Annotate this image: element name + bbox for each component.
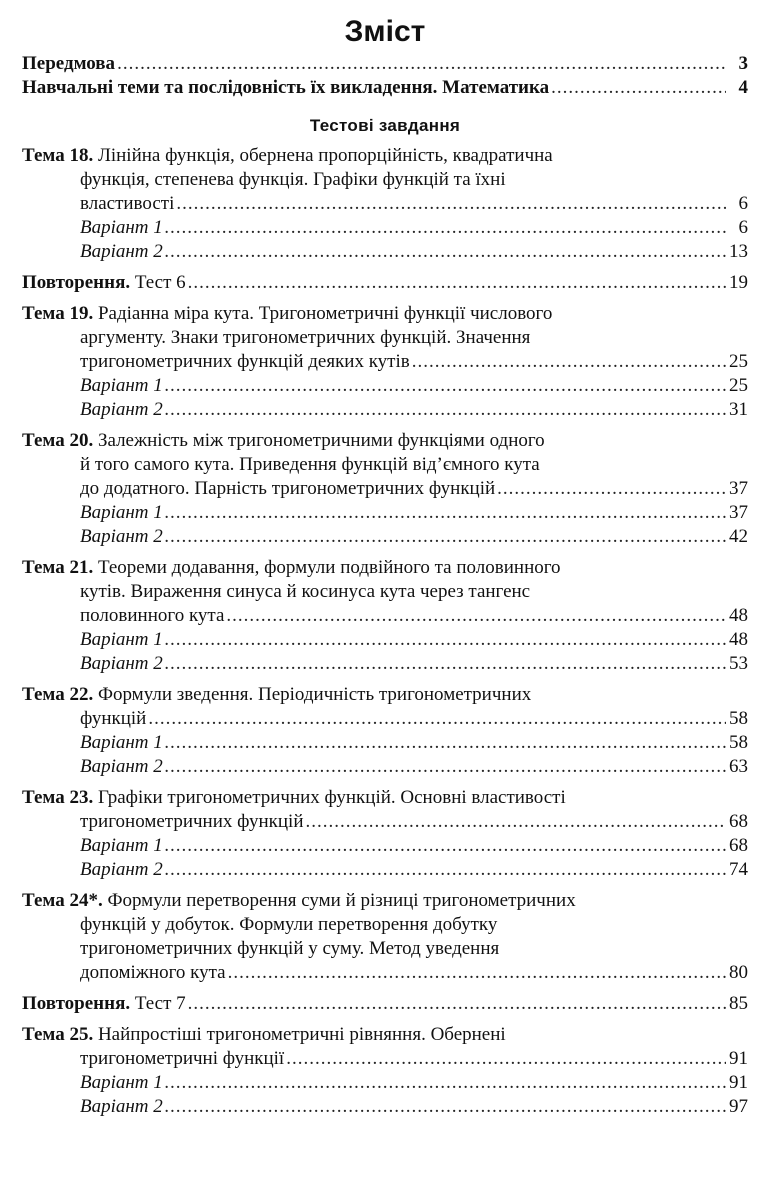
toc-entry-prefix: Тема 18.	[22, 145, 94, 166]
toc-entry-text: тригонометричних функцій у суму. Метод уведення	[80, 938, 500, 959]
toc-entry	[22, 271, 748, 295]
toc-entry-prefix: Тема 23.	[22, 787, 94, 808]
toc-entry-text: Формули зведення. Періодичність тригонометричних	[97, 684, 532, 705]
leader-dots	[165, 652, 726, 676]
leader-dots	[165, 731, 726, 755]
toc-entry	[22, 302, 748, 422]
section-heading: Тестові завдання	[309, 116, 461, 135]
toc-entry	[22, 1023, 748, 1119]
toc-entry-line	[22, 937, 748, 961]
toc-variant-label: Варіант 2	[80, 653, 163, 674]
toc-variant-row[interactable]	[22, 1095, 748, 1119]
toc-variant-label: Варіант 1	[80, 217, 163, 238]
toc-variant-label: Варіант 2	[80, 756, 163, 777]
leader-dots	[188, 271, 726, 295]
toc-variant-row[interactable]	[22, 374, 748, 398]
toc-variant-label: Варіант 1	[80, 835, 163, 856]
toc-entry-row[interactable]	[22, 350, 748, 374]
toc-entry-prefix: Тема 21.	[22, 557, 94, 578]
toc-entry-prefix: Тема 20.	[22, 430, 94, 451]
toc-entry-row[interactable]	[22, 1047, 748, 1071]
leader-dots	[165, 1095, 726, 1119]
toc-entry-row[interactable]	[22, 477, 748, 501]
toc-variant-row[interactable]	[22, 731, 748, 755]
leader-dots	[412, 350, 726, 374]
toc-entry	[22, 429, 748, 549]
toc-variant-row[interactable]	[22, 652, 748, 676]
toc-entry-text: Формули перетворення суми й різниці тригонометричних	[107, 890, 576, 911]
toc-variant-row[interactable]	[22, 858, 748, 882]
leader-dots	[148, 707, 726, 731]
toc-variant-row[interactable]	[22, 834, 748, 858]
toc-entry-prefix: Повторення.	[22, 272, 131, 293]
toc-variant-label: Варіант 2	[80, 526, 163, 547]
toc-entry-text: до додатного. Парність тригонометричних функцій	[80, 478, 496, 499]
leader-dots	[165, 858, 726, 882]
toc-entry-prefix: Тема 19.	[22, 303, 94, 324]
toc-page-number: 31	[729, 399, 748, 420]
toc-page-number: 74	[729, 859, 748, 880]
toc-label: Передмова	[22, 53, 116, 74]
leader-dots	[497, 477, 726, 501]
toc-entry-line	[22, 556, 748, 580]
toc-entry-row[interactable]	[22, 707, 748, 731]
toc-variant-row[interactable]	[22, 398, 748, 422]
toc-page-number: 37	[729, 502, 748, 523]
toc-entry	[22, 144, 748, 264]
leader-dots	[165, 216, 726, 240]
toc-row-topics[interactable]	[22, 76, 748, 100]
toc-variant-row[interactable]	[22, 755, 748, 779]
leader-dots	[551, 76, 726, 100]
leader-dots	[188, 992, 726, 1016]
toc-entry-text: допоміжного кута	[80, 962, 226, 983]
toc-page-number: 6	[738, 217, 748, 238]
toc-entry-text: аргументу. Знаки тригонометричних функцій. Значення	[80, 327, 531, 348]
toc-page-number: 58	[729, 708, 748, 729]
toc-entry-row[interactable]	[22, 604, 748, 628]
toc-entry-prefix: Тема 24*.	[22, 890, 103, 911]
toc-entry-line	[22, 786, 748, 810]
toc-page-number: 42	[729, 526, 748, 547]
toc-variant-row[interactable]	[22, 628, 748, 652]
toc-entry-text: Найпростіші тригонометричні рівняння. Обернені	[97, 1024, 506, 1045]
leader-dots	[165, 525, 726, 549]
toc-page-number: 80	[729, 962, 748, 983]
toc-variant-row[interactable]	[22, 240, 748, 264]
toc-entry	[22, 683, 748, 779]
toc-variant-label: Варіант 2	[80, 1096, 163, 1117]
leader-dots	[226, 604, 726, 628]
toc-entry-text: Лінійна функція, обернена пропорційність, квадратична	[97, 145, 553, 166]
leader-dots	[165, 501, 726, 525]
toc-entry-text: половинного кута	[80, 605, 225, 626]
toc-entry-text: функцій у добуток. Формули перетворення добутку	[80, 914, 498, 935]
toc-entry-text: Тест 7	[134, 993, 186, 1014]
toc-variant-row[interactable]	[22, 216, 748, 240]
toc-entries	[22, 144, 748, 1119]
toc-variant-label: Варіант 1	[80, 1072, 163, 1093]
toc-variant-label: Варіант 1	[80, 502, 163, 523]
toc-entry-text: властивості	[80, 193, 175, 214]
leader-dots	[228, 961, 726, 985]
toc-label: Навчальні теми та послідовність їх викладення. Математика	[22, 77, 550, 98]
toc-entry	[22, 889, 748, 985]
toc-entry-line	[22, 144, 748, 168]
toc-variant-label: Варіант 2	[80, 859, 163, 880]
toc-variant-label: Варіант 1	[80, 375, 163, 396]
toc-variant-row[interactable]	[22, 525, 748, 549]
leader-dots	[165, 1071, 726, 1095]
toc-entry-text: й того самого кута. Приведення функцій від’ємного кута	[80, 454, 540, 475]
toc-page-number: 97	[729, 1096, 748, 1117]
toc-entry-text: функцій	[80, 708, 147, 729]
toc-entry-row[interactable]	[22, 992, 748, 1016]
page-title: Зміст	[344, 15, 426, 48]
toc-entry-line	[22, 889, 748, 913]
leader-dots	[165, 240, 726, 264]
toc-entry-row[interactable]	[22, 192, 748, 216]
toc-entry-text: кутів. Вираження синуса й косинуса кута через тангенс	[80, 581, 531, 602]
toc-page-number: 25	[729, 375, 748, 396]
toc-page-number: 48	[729, 605, 748, 626]
leader-dots	[165, 755, 726, 779]
toc-page-number: 3	[738, 53, 748, 74]
toc-entry-text: тригонометричних функцій деяких кутів	[80, 351, 410, 372]
toc-page-number: 91	[729, 1048, 748, 1069]
leader-dots	[165, 398, 726, 422]
toc-entry-line	[22, 1023, 748, 1047]
toc-entry-text: тригонометричних функцій	[80, 811, 304, 832]
toc-entry-line	[22, 913, 748, 937]
toc-entry-line	[22, 168, 748, 192]
toc-variant-row[interactable]	[22, 1071, 748, 1095]
toc-page-number: 37	[729, 478, 748, 499]
toc-variant-label: Варіант 1	[80, 629, 163, 650]
toc-entry-line	[22, 580, 748, 604]
leader-dots	[286, 1047, 726, 1071]
leader-dots	[165, 834, 726, 858]
toc-entry-text: Тест 6	[134, 272, 186, 293]
toc-page-number: 68	[729, 811, 748, 832]
toc-page-number: 19	[729, 272, 748, 293]
toc-entry-line	[22, 302, 748, 326]
toc-page-number: 25	[729, 351, 748, 372]
toc-entry-row[interactable]	[22, 961, 748, 985]
toc-variant-label: Варіант 2	[80, 399, 163, 420]
toc-entry-prefix: Тема 25.	[22, 1024, 94, 1045]
toc-entry	[22, 556, 748, 676]
toc-entry	[22, 786, 748, 882]
toc-entry-text: Теореми додавання, формули подвійного та половинного	[97, 557, 561, 578]
toc-entry-prefix: Повторення.	[22, 993, 131, 1014]
toc-page-number: 68	[729, 835, 748, 856]
toc-entry-line	[22, 326, 748, 350]
toc-entry-text: Залежність між тригонометричними функціями одного	[97, 430, 545, 451]
toc-entry-line	[22, 453, 748, 477]
toc-entry-text: тригонометричні функції	[80, 1048, 285, 1069]
toc-variant-label: Варіант 1	[80, 732, 163, 753]
toc-variant-row[interactable]	[22, 501, 748, 525]
toc-entry-text: функція, степенева функція. Графіки функцій та їхні	[80, 169, 506, 190]
toc-entry	[22, 992, 748, 1016]
toc-page-number: 53	[729, 653, 748, 674]
leader-dots	[165, 374, 726, 398]
toc-page-number: 58	[729, 732, 748, 753]
toc-page-number: 6	[738, 193, 748, 214]
toc-entry-row[interactable]	[22, 810, 748, 834]
leader-dots	[165, 628, 726, 652]
toc-entry-text: Графіки тригонометричних функцій. Основні властивості	[97, 787, 566, 808]
contents-page	[22, 0, 748, 1119]
toc-entry-row[interactable]	[22, 271, 748, 295]
toc-page-number: 48	[729, 629, 748, 650]
leader-dots	[117, 52, 726, 76]
toc-page-number: 85	[729, 993, 748, 1014]
leader-dots	[176, 192, 726, 216]
toc-variant-label: Варіант 2	[80, 241, 163, 262]
toc-page-number: 63	[729, 756, 748, 777]
leader-dots	[305, 810, 726, 834]
toc-entry-text: Радіанна міра кута. Тригонометричні функції числового	[97, 303, 553, 324]
toc-page-number: 4	[738, 77, 748, 98]
toc-page-number: 91	[729, 1072, 748, 1093]
toc-entry-line	[22, 429, 748, 453]
toc-page-number: 13	[729, 241, 748, 262]
toc-row-preface[interactable]	[22, 52, 748, 76]
toc-entry-line	[22, 683, 748, 707]
toc-entry-prefix: Тема 22.	[22, 684, 94, 705]
